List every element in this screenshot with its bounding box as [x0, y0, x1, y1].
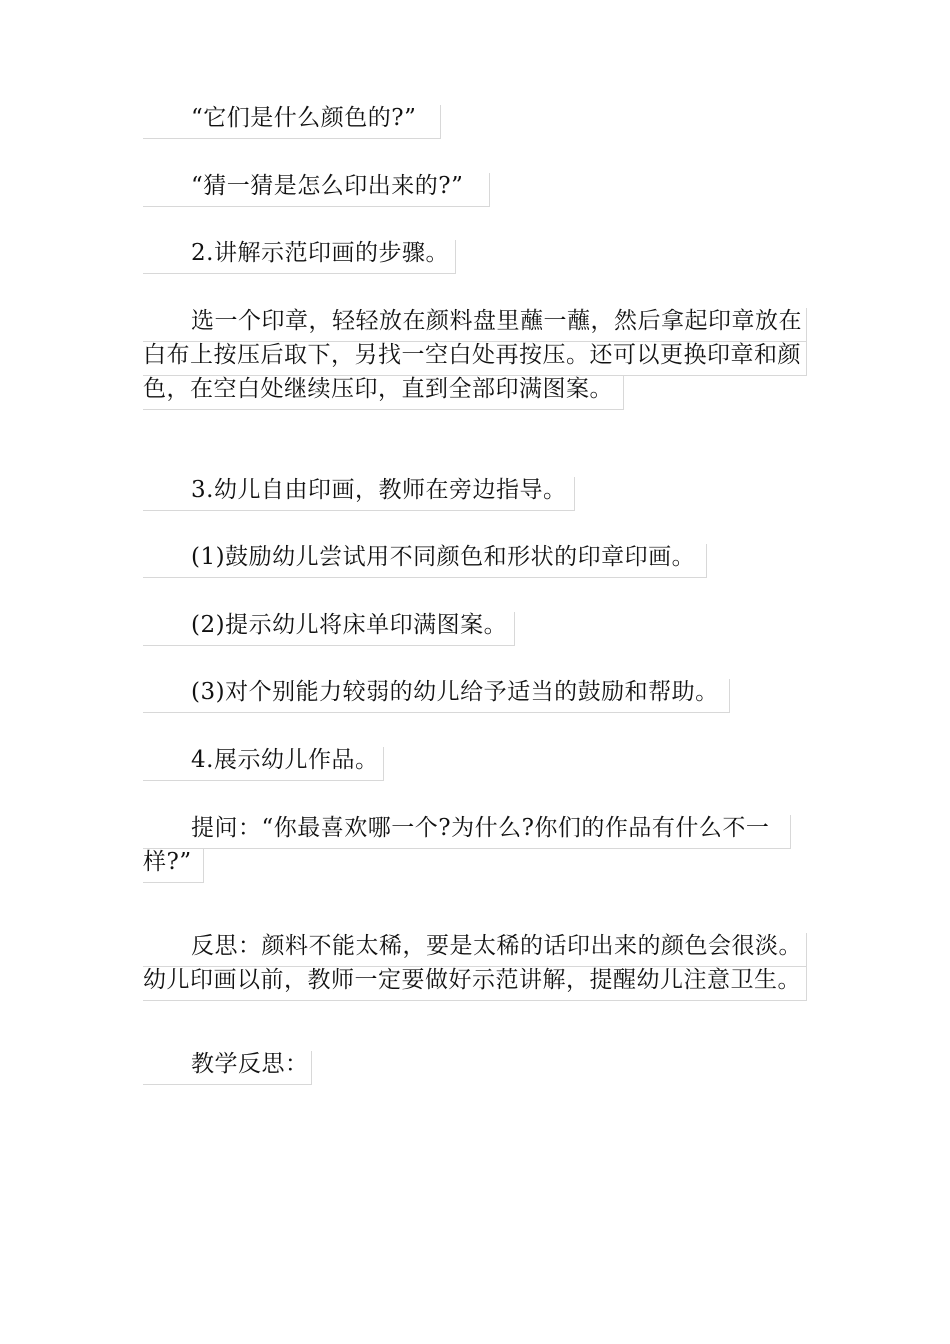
line-text: (2)提示幼儿将床单印满图案。: [191, 612, 508, 638]
paragraph-step-4: [143, 747, 384, 781]
text-line: [143, 815, 791, 849]
text-line: [143, 967, 807, 1001]
paragraph-step-2: [143, 240, 456, 274]
line-text: (1)鼓励幼儿尝试用不同颜色和形状的印章印画。: [191, 544, 696, 570]
paragraph-prompt-question: [143, 815, 791, 883]
line-text: 样?”: [143, 849, 192, 875]
text-line: [143, 747, 384, 781]
paragraph-teaching-reflection: [143, 1051, 312, 1085]
line-text: “它们是什么颜色的?”: [191, 105, 417, 131]
line-text: 教学反思：: [191, 1051, 309, 1077]
line-text: 提问：“你最喜欢哪一个?为什么?你们的作品有什么不一: [191, 815, 770, 841]
text-line: [143, 933, 807, 967]
paragraph-reflection-note: [143, 933, 807, 1001]
text-line: [143, 342, 807, 376]
text-line: [143, 240, 456, 274]
text-line: [143, 612, 515, 646]
text-line: [143, 679, 730, 713]
text-line: [143, 544, 707, 578]
paragraph-question-colors: [143, 105, 441, 139]
text-line: [143, 477, 575, 511]
line-text: “猜一猜是怎么印出来的?”: [191, 173, 464, 199]
paragraph-sub-3: [143, 679, 730, 713]
line-text: (3)对个别能力较弱的幼儿给予适当的鼓励和帮助。: [191, 679, 719, 705]
text-line: [143, 1051, 312, 1085]
line-text: 白布上按压后取下，另找一空白处再按压。还可以更换印章和颜: [143, 342, 801, 368]
line-text: 4.展示幼儿作品。: [191, 747, 379, 773]
text-line: [143, 849, 204, 883]
paragraph-stamp-instructions: [143, 308, 807, 410]
line-text: 反思：颜料不能太稀，要是太稀的话印出来的颜色会很淡。: [191, 933, 802, 959]
paragraph-question-guess: [143, 173, 490, 207]
paragraph-sub-2: [143, 612, 515, 646]
text-line: [143, 376, 624, 410]
line-text: 选一个印章，轻轻放在颜料盘里蘸一蘸，然后拿起印章放在: [191, 308, 802, 334]
line-text: 色，在空白处继续压印，直到全部印满图案。: [143, 376, 613, 402]
text-line: [143, 173, 490, 207]
text-line: [143, 308, 807, 342]
text-line: [143, 105, 441, 139]
line-text: 3.幼儿自由印画，教师在旁边指导。: [191, 477, 567, 503]
line-text: 幼儿印画以前，教师一定要做好示范讲解，提醒幼儿注意卫生。: [143, 967, 801, 993]
paragraph-step-3: [143, 477, 575, 511]
line-text: 2.讲解示范印画的步骤。: [191, 240, 449, 266]
paragraph-sub-1: [143, 544, 707, 578]
